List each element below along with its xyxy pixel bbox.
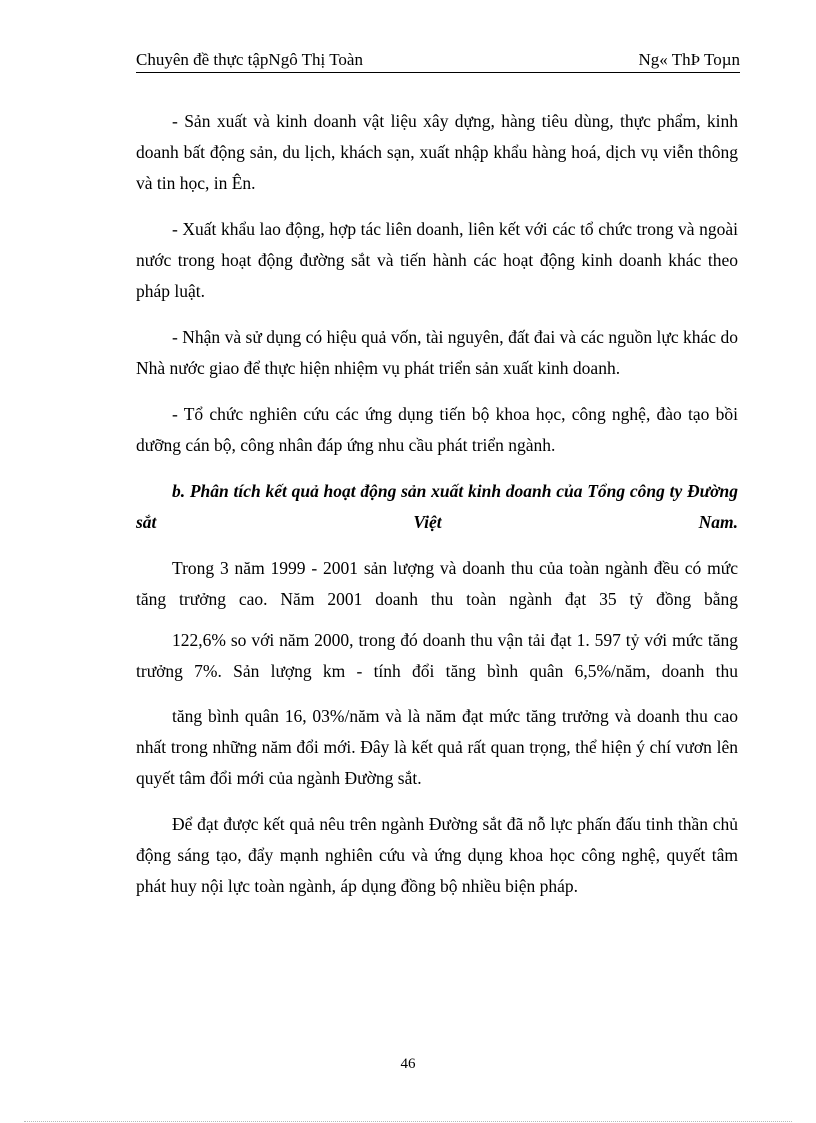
body-paragraph: - Xuất khẩu lao động, hợp tác liên doanh, liên kết với các tổ chức trong và ngoài nước trong hoạt động đường sắt và tiến hành các hoạt động kinh doanh khác theo pháp luật. — [136, 219, 738, 301]
page-number: 46 — [400, 1056, 416, 1072]
body-paragraph: - Sản xuất và kinh doanh vật liệu xây dựng, hàng tiêu dùng, thực phẩm, kinh doanh bất động sản, du lịch, khách sạn, xuất nhập khẩu hàng hoá, dịch vụ viễn thông và tin học, in Ên. — [136, 111, 738, 193]
page-bottom-divider — [24, 1121, 792, 1122]
document-body — [136, 106, 738, 917]
body-paragraph: Để đạt được kết quả nêu trên ngành Đường sắt đã nỗ lực phấn đấu tinh thần chủ động sáng tạo, đẩy mạnh nghiên cứu và ứng dụng khoa học công nghệ, quyết tâm phát huy nội lực toàn ngành, áp dụng đồng bộ nhiều biện pháp. — [136, 814, 738, 896]
section-heading: b. Phân tích kết quả hoạt động sản xuất kinh doanh của Tổng công ty Đường sắt Việt Nam. — [136, 481, 738, 532]
body-paragraph: tăng bình quân 16, 03%/năm và là năm đạt mức tăng trưởng và doanh thu cao nhất trong những năm đổi mới. Đây là kết quả rất quan trọng, thể hiện ý chí vươn lên quyết tâm đổi mới của ngành Đường sắt. — [136, 706, 738, 788]
body-paragraph: - Tổ chức nghiên cứu các ứng dụng tiến bộ khoa học, công nghệ, đào tạo bồi dưỡng cán bộ, công nhân đáp ứng nhu cầu phát triển ngành. — [136, 404, 738, 455]
body-paragraph: Trong 3 năm 1999 - 2001 sản lượng và doanh thu của toàn ngành đều có mức tăng trưởng cao. Năm 2001 doanh thu toàn ngành đạt 35 tỷ đồng bằng — [136, 558, 738, 609]
body-paragraph: 122,6% so với năm 2000, trong đó doanh thu vận tải đạt 1. 597 tỷ với mức tăng trưởng 7%. Sản lượng km - tính đổi tăng bình quân 6,5%/năm, doanh thu — [136, 630, 738, 681]
header-right-author: Ng« ThÞ Toµn — [638, 50, 740, 69]
page-header — [136, 48, 740, 73]
body-paragraph: - Nhận và sử dụng có hiệu quả vốn, tài nguyên, đất đai và các nguồn lực khác do Nhà nước giao để thực hiện nhiệm vụ phát triển sản xuất kinh doanh. — [136, 327, 738, 378]
header-left-title: Chuyên đề thực tậpNgô Thị Toàn — [136, 50, 363, 69]
